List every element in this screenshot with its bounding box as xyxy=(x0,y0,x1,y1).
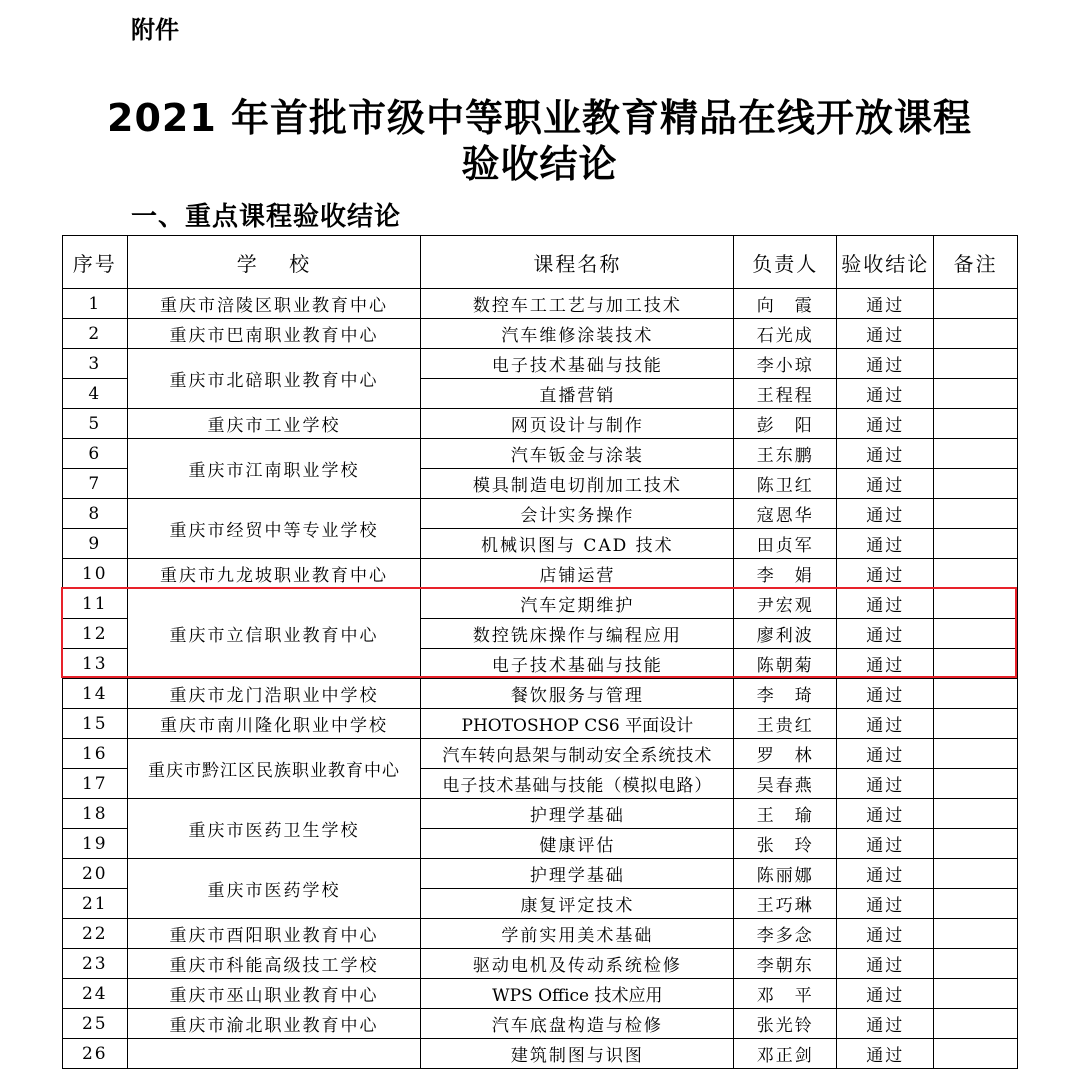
table-row xyxy=(63,709,1018,739)
header-school: 学 校 xyxy=(127,236,421,289)
row-course: 电子技术基础与技能 xyxy=(421,349,734,379)
row-index: 17 xyxy=(63,769,128,799)
row-owner: 吴春燕 xyxy=(734,769,837,799)
row-owner: 王巧琳 xyxy=(734,889,837,919)
row-school: 重庆市酉阳职业教育中心 xyxy=(127,919,421,949)
row-remark xyxy=(934,949,1018,979)
row-result: 通过 xyxy=(837,559,934,589)
row-result: 通过 xyxy=(837,859,934,889)
row-school: 重庆市工业学校 xyxy=(127,409,421,439)
row-course: 护理学基础 xyxy=(421,859,734,889)
row-course: 数控车工工艺与加工技术 xyxy=(421,289,734,319)
row-index: 8 xyxy=(63,499,128,529)
table-row xyxy=(63,349,1018,379)
row-owner: 邓 平 xyxy=(734,979,837,1009)
row-school: 重庆市医药卫生学校 xyxy=(127,799,421,859)
row-index: 12 xyxy=(63,619,128,649)
row-course: PHOTOSHOP CS6 平面设计 xyxy=(421,709,734,739)
row-owner: 李小琼 xyxy=(734,349,837,379)
row-course: 汽车钣金与涂装 xyxy=(421,439,734,469)
row-result: 通过 xyxy=(837,679,934,709)
row-index: 13 xyxy=(63,649,128,679)
table-row xyxy=(63,679,1018,709)
row-course: 汽车定期维护 xyxy=(421,589,734,619)
table-header-row xyxy=(63,236,1018,289)
row-index: 15 xyxy=(63,709,128,739)
table-row xyxy=(63,499,1018,529)
row-index: 14 xyxy=(63,679,128,709)
row-index: 22 xyxy=(63,919,128,949)
row-index: 4 xyxy=(63,379,128,409)
row-owner: 尹宏观 xyxy=(734,589,837,619)
row-owner: 王程程 xyxy=(734,379,837,409)
row-owner: 李多念 xyxy=(734,919,837,949)
table-row xyxy=(63,1039,1018,1069)
row-school: 重庆市巴南职业教育中心 xyxy=(127,319,421,349)
row-course: 数控铣床操作与编程应用 xyxy=(421,619,734,649)
row-course: 健康评估 xyxy=(421,829,734,859)
row-owner: 王东鹏 xyxy=(734,439,837,469)
row-result: 通过 xyxy=(837,499,934,529)
row-owner: 向 霞 xyxy=(734,289,837,319)
row-result: 通过 xyxy=(837,949,934,979)
row-course: 店铺运营 xyxy=(421,559,734,589)
row-school: 重庆市北碚职业教育中心 xyxy=(127,349,421,409)
row-result: 通过 xyxy=(837,409,934,439)
row-result: 通过 xyxy=(837,769,934,799)
row-remark xyxy=(934,619,1018,649)
row-remark xyxy=(934,529,1018,559)
attachment-label: 附件 xyxy=(131,16,179,44)
row-remark xyxy=(934,319,1018,349)
row-owner: 李 琦 xyxy=(734,679,837,709)
header-result: 验收结论 xyxy=(837,236,934,289)
row-index: 16 xyxy=(63,739,128,769)
row-owner: 张 玲 xyxy=(734,829,837,859)
table-row xyxy=(63,799,1018,829)
row-remark xyxy=(934,679,1018,709)
row-course: 餐饮服务与管理 xyxy=(421,679,734,709)
row-course: 建筑制图与识图 xyxy=(421,1039,734,1069)
row-index: 11 xyxy=(63,589,128,619)
row-result: 通过 xyxy=(837,919,934,949)
row-course: 汽车维修涂装技术 xyxy=(421,319,734,349)
row-remark xyxy=(934,649,1018,679)
row-remark xyxy=(934,439,1018,469)
row-school: 重庆市医药学校 xyxy=(127,859,421,919)
row-result: 通过 xyxy=(837,319,934,349)
row-index: 25 xyxy=(63,1009,128,1039)
table-row xyxy=(63,319,1018,349)
row-result: 通过 xyxy=(837,739,934,769)
row-result: 通过 xyxy=(837,379,934,409)
row-result: 通过 xyxy=(837,469,934,499)
row-result: 通过 xyxy=(837,1009,934,1039)
row-course: 模具制造电切削加工技术 xyxy=(421,469,734,499)
row-remark xyxy=(934,499,1018,529)
row-owner: 张光铃 xyxy=(734,1009,837,1039)
row-result: 通过 xyxy=(837,619,934,649)
table-row xyxy=(63,409,1018,439)
row-owner: 王 瑜 xyxy=(734,799,837,829)
row-result: 通过 xyxy=(837,889,934,919)
row-course: 汽车底盘构造与检修 xyxy=(421,1009,734,1039)
row-school: 重庆市九龙坡职业教育中心 xyxy=(127,559,421,589)
row-remark xyxy=(934,859,1018,889)
row-school: 重庆市巫山职业教育中心 xyxy=(127,979,421,1009)
row-index: 26 xyxy=(63,1039,128,1069)
table-row xyxy=(63,949,1018,979)
table-row xyxy=(63,979,1018,1009)
row-result: 通过 xyxy=(837,529,934,559)
row-remark xyxy=(934,409,1018,439)
row-owner: 彭 阳 xyxy=(734,409,837,439)
table-row xyxy=(63,1009,1018,1039)
row-owner: 邓正剑 xyxy=(734,1039,837,1069)
document-title-line1: 2021 年首批市级中等职业教育精品在线开放课程 xyxy=(107,96,972,140)
table-row xyxy=(63,439,1018,469)
row-remark xyxy=(934,799,1018,829)
row-owner: 廖利波 xyxy=(734,619,837,649)
row-school: 重庆市渝北职业教育中心 xyxy=(127,1009,421,1039)
row-index: 3 xyxy=(63,349,128,379)
table-row xyxy=(63,859,1018,889)
row-owner: 寇恩华 xyxy=(734,499,837,529)
row-index: 7 xyxy=(63,469,128,499)
row-owner: 陈卫红 xyxy=(734,469,837,499)
row-course: 电子技术基础与技能（模拟电路） xyxy=(421,769,734,799)
row-index: 5 xyxy=(63,409,128,439)
header-course: 课程名称 xyxy=(421,236,734,289)
row-index: 18 xyxy=(63,799,128,829)
row-owner: 陈朝菊 xyxy=(734,649,837,679)
row-result: 通过 xyxy=(837,799,934,829)
row-owner: 李 娟 xyxy=(734,559,837,589)
acceptance-table xyxy=(62,235,1018,1069)
row-course: 直播营销 xyxy=(421,379,734,409)
row-index: 23 xyxy=(63,949,128,979)
table-row xyxy=(63,589,1018,619)
row-school: 重庆市黔江区民族职业教育中心 xyxy=(127,739,421,799)
row-remark xyxy=(934,469,1018,499)
header-remark: 备注 xyxy=(934,236,1018,289)
row-owner: 陈丽娜 xyxy=(734,859,837,889)
row-result: 通过 xyxy=(837,979,934,1009)
row-remark xyxy=(934,829,1018,859)
row-school: 重庆市江南职业学校 xyxy=(127,439,421,499)
row-result: 通过 xyxy=(837,709,934,739)
row-school: 重庆市南川隆化职业中学校 xyxy=(127,709,421,739)
row-school xyxy=(127,1039,421,1069)
row-result: 通过 xyxy=(837,349,934,379)
row-owner: 田贞军 xyxy=(734,529,837,559)
row-course: 汽车转向悬架与制动安全系统技术 xyxy=(421,739,734,769)
row-remark xyxy=(934,739,1018,769)
row-index: 1 xyxy=(63,289,128,319)
row-result: 通过 xyxy=(837,439,934,469)
row-index: 19 xyxy=(63,829,128,859)
row-index: 2 xyxy=(63,319,128,349)
row-course: 电子技术基础与技能 xyxy=(421,649,734,679)
row-remark xyxy=(934,979,1018,1009)
row-result: 通过 xyxy=(837,589,934,619)
table-row xyxy=(63,289,1018,319)
row-remark xyxy=(934,589,1018,619)
section-heading: 一、重点课程验收结论 xyxy=(131,202,402,232)
row-remark xyxy=(934,1039,1018,1069)
row-index: 24 xyxy=(63,979,128,1009)
row-remark xyxy=(934,919,1018,949)
row-course: 网页设计与制作 xyxy=(421,409,734,439)
row-result: 通过 xyxy=(837,829,934,859)
row-index: 21 xyxy=(63,889,128,919)
row-course: 护理学基础 xyxy=(421,799,734,829)
row-course: 会计实务操作 xyxy=(421,499,734,529)
row-course: 学前实用美术基础 xyxy=(421,919,734,949)
row-owner: 罗 林 xyxy=(734,739,837,769)
row-index: 20 xyxy=(63,859,128,889)
header-owner: 负责人 xyxy=(734,236,837,289)
row-index: 6 xyxy=(63,439,128,469)
row-remark xyxy=(934,709,1018,739)
document-title-line2: 验收结论 xyxy=(461,142,618,186)
row-result: 通过 xyxy=(837,649,934,679)
row-result: 通过 xyxy=(837,289,934,319)
row-school: 重庆市立信职业教育中心 xyxy=(127,589,421,679)
row-remark xyxy=(934,559,1018,589)
row-course: 康复评定技术 xyxy=(421,889,734,919)
row-remark xyxy=(934,289,1018,319)
row-school: 重庆市科能高级技工学校 xyxy=(127,949,421,979)
header-index: 序号 xyxy=(63,236,128,289)
row-course: 机械识图与 CAD 技术 xyxy=(421,529,734,559)
table-row xyxy=(63,919,1018,949)
row-remark xyxy=(934,1009,1018,1039)
row-index: 10 xyxy=(63,559,128,589)
row-owner: 王贵红 xyxy=(734,709,837,739)
table-row xyxy=(63,559,1018,589)
row-owner: 李朝东 xyxy=(734,949,837,979)
row-owner: 石光成 xyxy=(734,319,837,349)
row-index: 9 xyxy=(63,529,128,559)
table-row xyxy=(63,739,1018,769)
row-remark xyxy=(934,889,1018,919)
row-school: 重庆市涪陵区职业教育中心 xyxy=(127,289,421,319)
row-school: 重庆市经贸中等专业学校 xyxy=(127,499,421,559)
row-remark xyxy=(934,349,1018,379)
row-course: WPS Office 技术应用 xyxy=(421,979,734,1009)
row-school: 重庆市龙门浩职业中学校 xyxy=(127,679,421,709)
row-course: 驱动电机及传动系统检修 xyxy=(421,949,734,979)
row-result: 通过 xyxy=(837,1039,934,1069)
row-remark xyxy=(934,769,1018,799)
row-remark xyxy=(934,379,1018,409)
